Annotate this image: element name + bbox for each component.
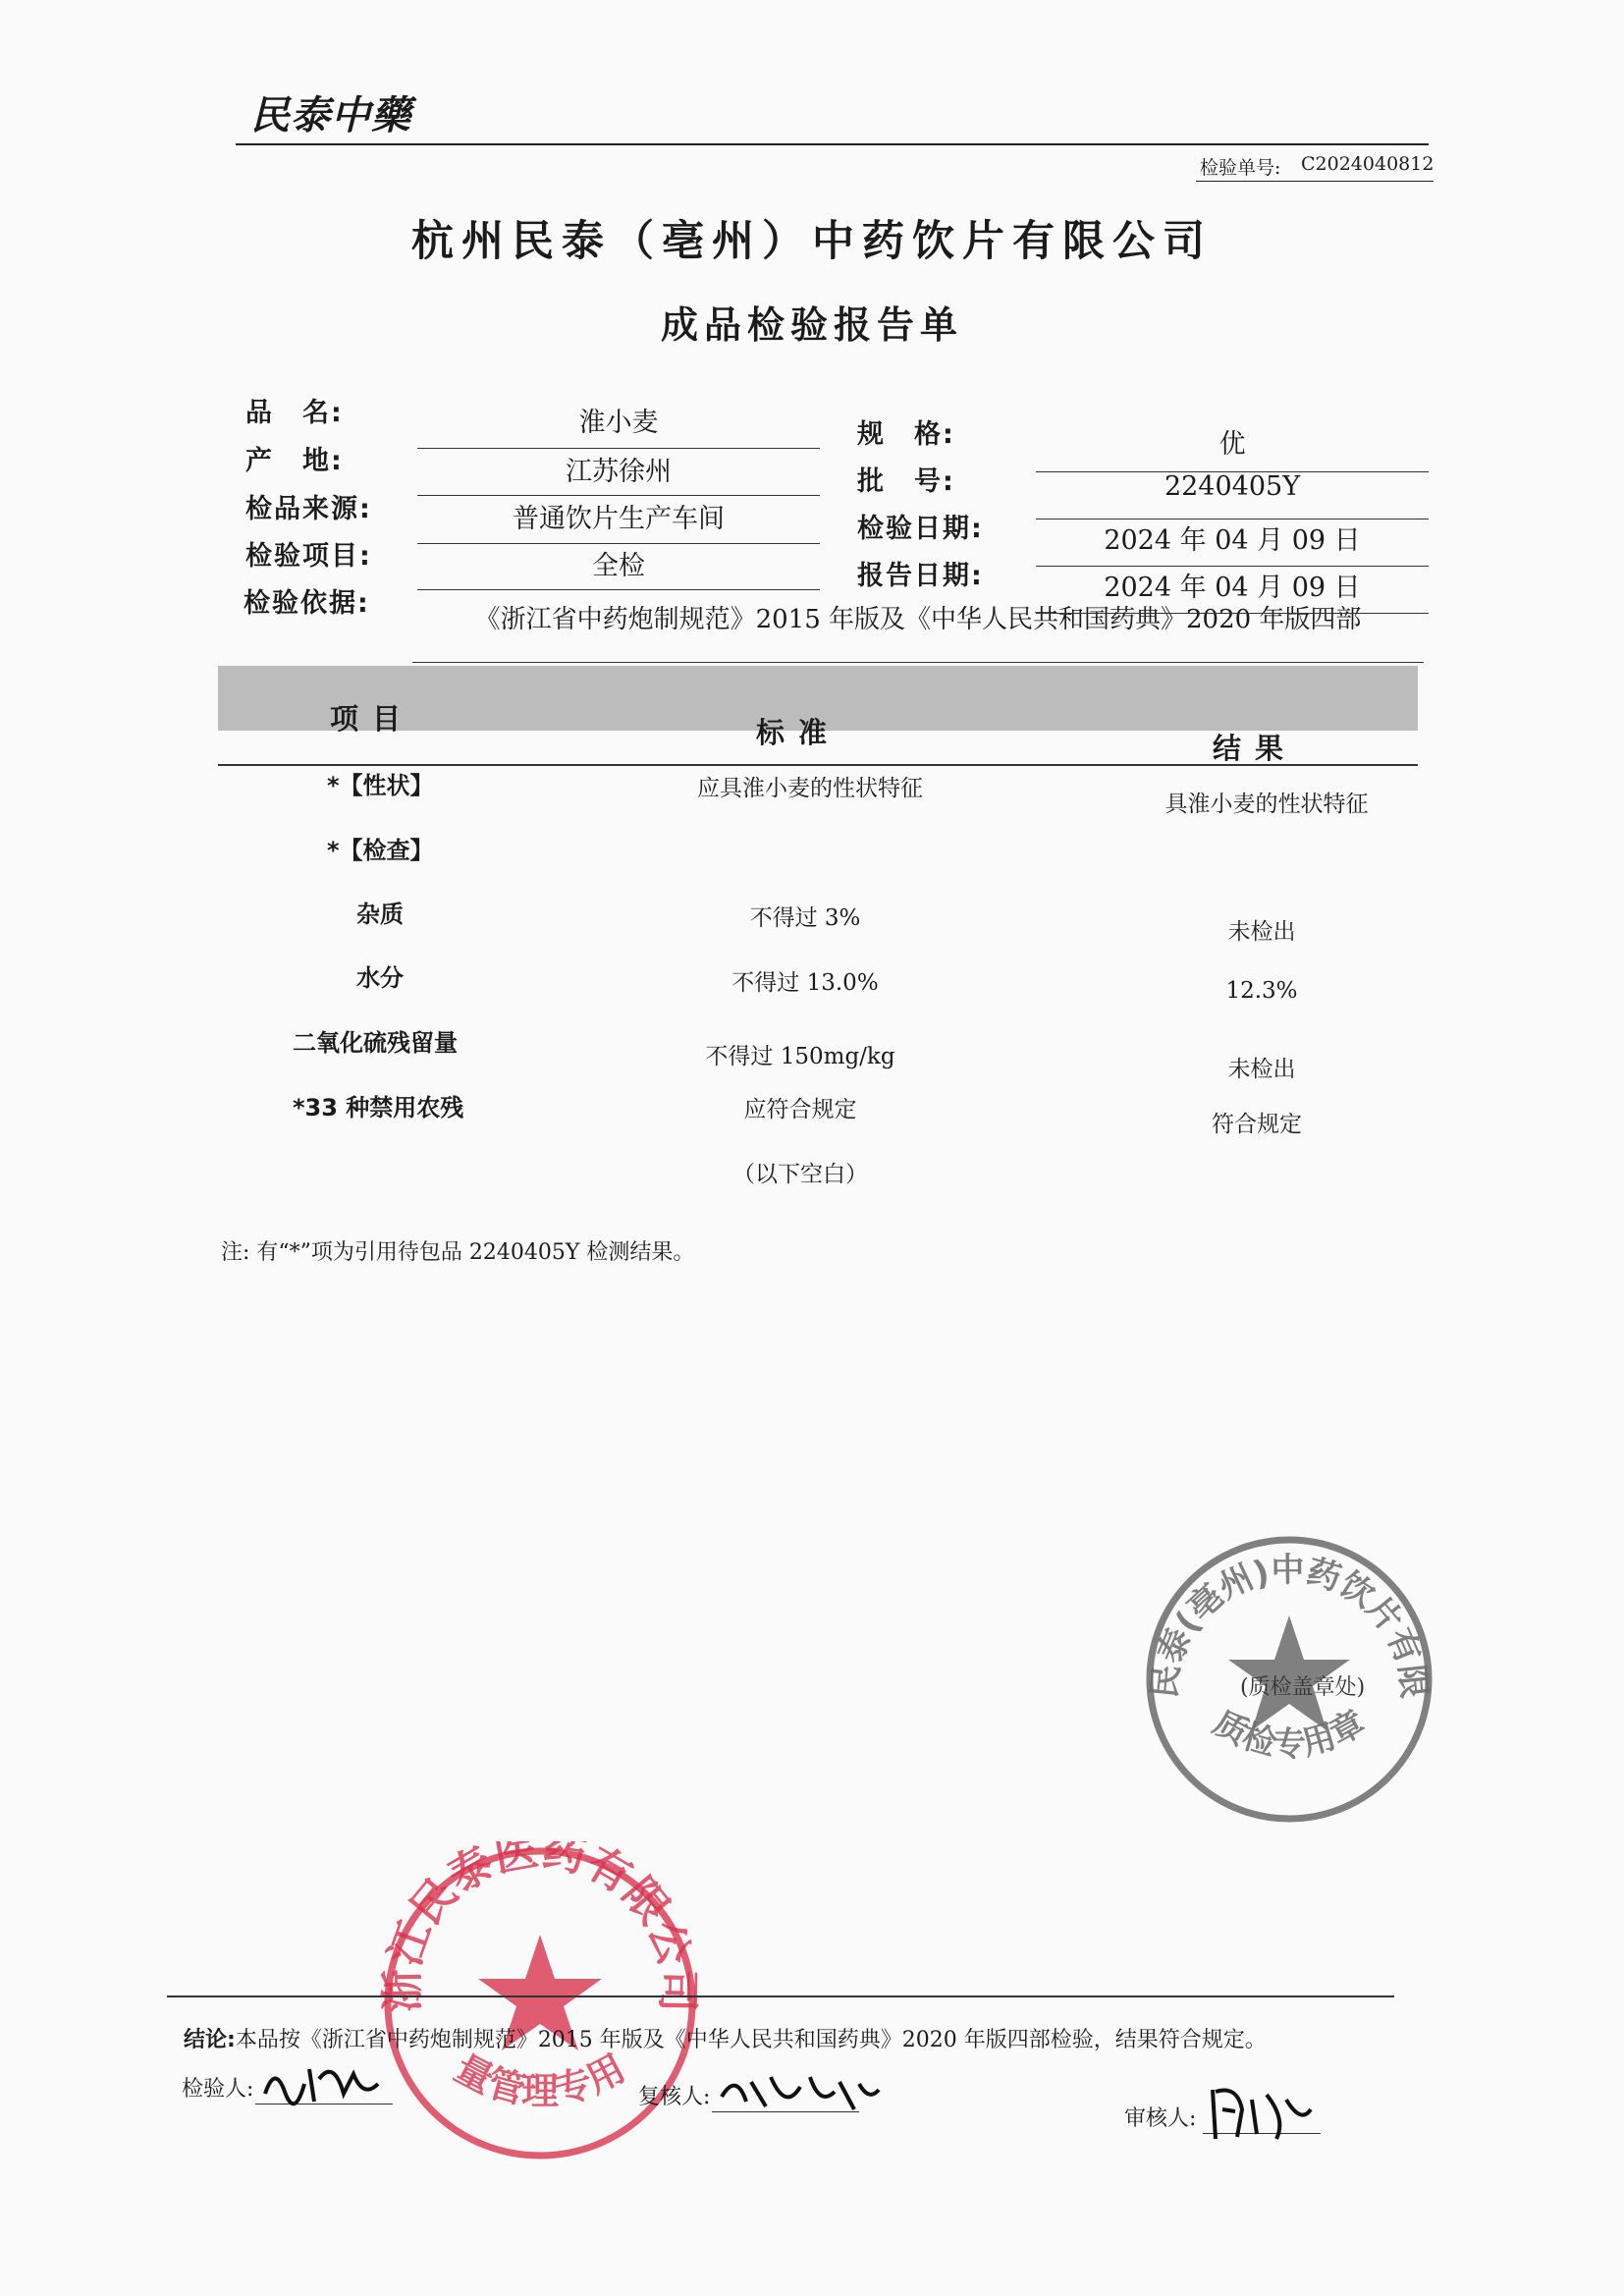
conclusion-divider bbox=[167, 1995, 1394, 1997]
col-standard-header: 标准 bbox=[756, 716, 841, 749]
table-row-standard: 应符合规定 bbox=[743, 1097, 857, 1122]
svg-text:质量管理专用章: 量管理专用 bbox=[448, 2046, 632, 2113]
inspector-label: 检验人: bbox=[182, 2077, 254, 2102]
table-row-standard: 不得过 13.0% bbox=[731, 970, 879, 996]
inspector-signature bbox=[260, 2054, 388, 2113]
stamp-area-label: (质检盖章处) bbox=[1240, 1675, 1366, 1700]
report-title: 成品检验报告单 bbox=[660, 302, 963, 347]
table-row-result: 12.3% bbox=[1225, 978, 1298, 1004]
source: 普通饮片生产车间 bbox=[513, 504, 725, 534]
table-row-item: *【性状】 bbox=[327, 772, 434, 799]
basis: 《浙江省中药炮制规范》2015 年版及《中华人民共和国药典》2020 年版四部 bbox=[474, 605, 1362, 634]
table-row-result: 具淮小麦的性状特征 bbox=[1164, 792, 1369, 817]
basis-label: 检验依据: bbox=[244, 588, 370, 619]
doc-number-label: 检验单号: bbox=[1200, 157, 1281, 179]
svg-text:浙江民泰医药有限公司: 浙江民泰医药有限公司 bbox=[378, 1841, 702, 2013]
header-divider bbox=[236, 143, 1429, 145]
table-row-item: 水分 bbox=[356, 964, 404, 992]
underline bbox=[1036, 613, 1429, 614]
table-row-item: 杂质 bbox=[356, 901, 404, 928]
approver-signature bbox=[1208, 2080, 1316, 2149]
conclusion-label: 结论: bbox=[184, 2028, 236, 2052]
report-date: 2024 年 04 月 09 日 bbox=[1104, 573, 1361, 603]
table-row-standard: 应具淮小麦的性状特征 bbox=[697, 776, 923, 801]
quality-management-seal bbox=[378, 1841, 702, 2169]
underline bbox=[417, 448, 820, 449]
table-end-note: （以下空白） bbox=[732, 1162, 868, 1187]
svg-text:杭州民泰(亳州)中药饮片有限公司: 民泰(亳州)中药饮片有限 bbox=[1145, 1550, 1434, 1701]
conclusion bbox=[184, 2023, 1267, 2053]
conclusion-text: 本品按《浙江省中药炮制规范》2015 年版及《中华人民共和国药典》2020 年版四部检验，结果符合规定。 bbox=[235, 2028, 1267, 2052]
approver-label: 审核人: bbox=[1124, 2106, 1197, 2131]
table-row-result: 符合规定 bbox=[1212, 1112, 1302, 1137]
underline bbox=[412, 662, 1424, 663]
table-row-standard: 不得过 3% bbox=[749, 905, 861, 931]
test-date: 2024 年 04 月 09 日 bbox=[1104, 525, 1361, 556]
test-item: 全检 bbox=[592, 551, 645, 581]
spec-label: 规 格: bbox=[857, 419, 955, 450]
product-name-label: 品 名: bbox=[245, 398, 344, 428]
table-row-item: 二氧化硫残留量 bbox=[293, 1029, 458, 1057]
col-result-header: 结果 bbox=[1213, 732, 1298, 765]
underline bbox=[417, 589, 820, 590]
test-date-label: 检验日期: bbox=[857, 514, 984, 544]
quality-inspection-seal bbox=[1137, 1527, 1441, 1835]
test-item-label: 检验项目: bbox=[245, 541, 372, 572]
batch-label: 批 号: bbox=[857, 466, 955, 497]
batch-number: 2240405Y bbox=[1164, 471, 1301, 502]
footnote: 注: 有“*”项为引用待包品 2240405Y 检测结果。 bbox=[221, 1240, 695, 1265]
reviewer-signature bbox=[717, 2062, 884, 2121]
spec: 优 bbox=[1218, 429, 1246, 460]
company-title: 杭州民泰（亳州）中药饮片有限公司 bbox=[411, 217, 1213, 266]
table-row-standard: 不得过 150mg/kg bbox=[705, 1044, 895, 1069]
underline bbox=[417, 495, 820, 496]
source-label: 检品来源: bbox=[245, 494, 372, 524]
table-row-result: 未检出 bbox=[1227, 1057, 1296, 1082]
origin-label: 产 地: bbox=[245, 446, 344, 476]
report-date-label: 报告日期: bbox=[857, 561, 984, 591]
table-row-item: *【检查】 bbox=[327, 837, 434, 864]
doc-number: C2024040812 bbox=[1301, 153, 1435, 175]
product-name: 淮小麦 bbox=[578, 408, 659, 438]
table-row-result: 未检出 bbox=[1227, 919, 1296, 945]
svg-text:质检专用章: 质检专用章 bbox=[1207, 1703, 1372, 1765]
reviewer-label: 复核人: bbox=[638, 2085, 711, 2109]
origin: 江苏徐州 bbox=[566, 457, 672, 487]
table-row-item: *33 种禁用农残 bbox=[293, 1094, 464, 1121]
company-logo: 民泰中藥 bbox=[250, 92, 411, 138]
col-item-header: 项目 bbox=[330, 702, 415, 736]
doc-number-underline bbox=[1196, 181, 1434, 182]
